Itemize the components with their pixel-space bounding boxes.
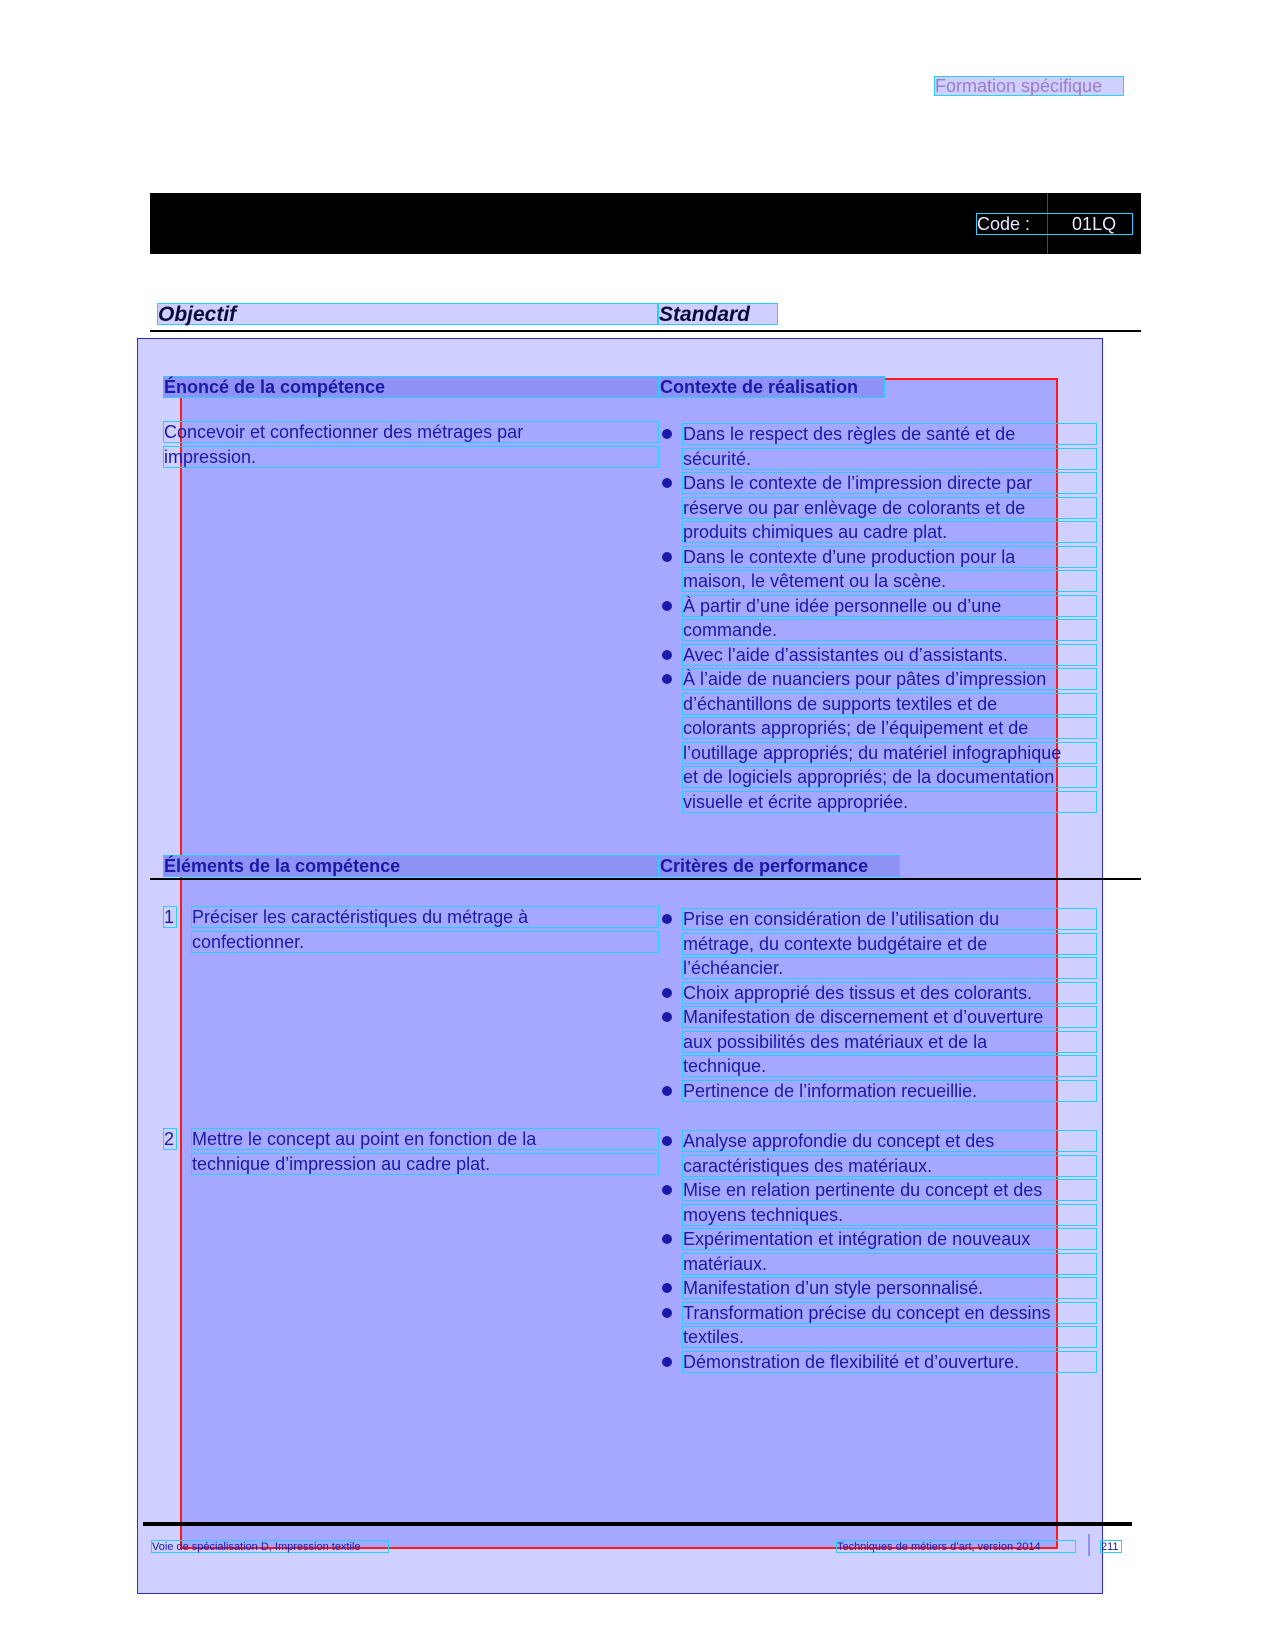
bullet-icon: [662, 674, 672, 684]
context-bullet-line: visuelle et écrite appropriée.: [682, 791, 1097, 813]
element-number: 2: [163, 1128, 177, 1150]
context-bullet-line: réserve ou par enlèvage de colorants et de: [682, 497, 1097, 519]
context-bullet-line: d’échantillons de supports textiles et de: [682, 693, 1097, 715]
competence-statement-line: impression.: [163, 446, 659, 468]
context-bullet-line: À partir d’une idée personnelle ou d’une: [682, 595, 1097, 617]
bullet-icon: [662, 988, 672, 998]
context-bullet-line: colorants appropriés; de l’équipement et de: [682, 717, 1097, 739]
context-bullet-line: commande.: [682, 619, 1097, 641]
footer-right: Techniques de métiers d’art, version 2014: [836, 1540, 1076, 1553]
bullet-icon: [662, 1185, 672, 1195]
section-rule: [150, 330, 1141, 332]
criteria-bullet-line: Analyse approfondie du concept et des: [682, 1130, 1097, 1152]
bullet-icon: [662, 1357, 672, 1367]
bullet-icon: [662, 478, 672, 488]
context-bullet-line: À l’aide de nuanciers pour pâtes d’impression: [682, 668, 1097, 690]
criteria-bullet-line: Mise en relation pertinente du concept et des: [682, 1179, 1097, 1201]
context-bullet-line: Avec l’aide d’assistantes ou d’assistants.: [682, 644, 1097, 666]
criteria-bullet-line: technique.: [682, 1055, 1097, 1077]
criteria-bullet-line: métrage, du contexte budgétaire et de: [682, 933, 1097, 955]
context-bullet-line: maison, le vêtement ou la scène.: [682, 570, 1097, 592]
criteria-bullet-line: Pertinence de l’information recueillie.: [682, 1080, 1097, 1102]
code-value: 01LQ: [1072, 214, 1117, 234]
element-text-line: Préciser les caractéristiques du métrage à: [191, 906, 659, 928]
code-label: Code :: [977, 214, 1031, 234]
competence-statement-line: Concevoir et confectionner des métrages par: [163, 421, 659, 443]
element-text-line: confectionner.: [191, 931, 659, 953]
element-text-line: technique d’impression au cadre plat.: [191, 1153, 659, 1175]
bullet-icon: [662, 552, 672, 562]
bullet-icon: [662, 1086, 672, 1096]
context-bullet-line: Dans le contexte de l’impression directe par: [682, 472, 1097, 494]
criteria-bullet-line: aux possibilités des matériaux et de la: [682, 1031, 1097, 1053]
criteria-bullet-line: Démonstration de flexibilité et d’ouverture.: [682, 1351, 1097, 1373]
context-bullet-line: et de logiciels appropriés; de la documentation: [682, 766, 1097, 788]
criteria-bullet-line: textiles.: [682, 1326, 1097, 1348]
context-bullet-line: produits chimiques au cadre plat.: [682, 521, 1097, 543]
section-objectif: Objectif: [157, 303, 658, 325]
criteria-bullet-line: moyens techniques.: [682, 1204, 1097, 1226]
bullet-icon: [662, 650, 672, 660]
context-bullet-line: Dans le respect des règles de santé et de: [682, 423, 1097, 445]
criteria-heading: Critères de performance: [659, 855, 900, 877]
footer-separator: [1088, 1534, 1090, 1556]
bullet-icon: [662, 1283, 672, 1293]
element-text-line: Mettre le concept au point en fonction de la: [191, 1128, 659, 1150]
criteria-bullet-line: matériaux.: [682, 1253, 1097, 1275]
header-label: Formation spécifique: [934, 76, 1124, 96]
bullet-icon: [662, 1012, 672, 1022]
bullet-icon: [662, 601, 672, 611]
bullet-icon: [662, 429, 672, 439]
context-bullet-line: sécurité.: [682, 448, 1097, 470]
context-bullet-line: l’outillage appropriés; du matériel infographique: [682, 742, 1097, 764]
criteria-bullet-line: Transformation précise du concept en dessins: [682, 1302, 1097, 1324]
footer-rule: [143, 1522, 1132, 1526]
bullet-icon: [662, 1136, 672, 1146]
footer-left: Voie de spécialisation D, Impression textile: [151, 1540, 389, 1553]
element-number: 1: [163, 906, 177, 928]
elements-heading: Éléments de la compétence: [163, 855, 659, 877]
bullet-icon: [662, 1234, 672, 1244]
bullet-icon: [662, 914, 672, 924]
criteria-bullet-line: Manifestation d’un style personnalisé.: [682, 1277, 1097, 1299]
criteria-bullet-line: l’échéancier.: [682, 957, 1097, 979]
competence-heading: Énoncé de la compétence: [163, 376, 659, 398]
context-heading: Contexte de réalisation: [659, 376, 885, 398]
criteria-bullet-line: Expérimentation et intégration de nouveaux: [682, 1228, 1097, 1250]
footer-page-number: 211: [1100, 1540, 1122, 1553]
bullet-icon: [662, 1308, 672, 1318]
elements-rule: [150, 878, 1141, 880]
section-standard: Standard: [658, 303, 778, 325]
criteria-bullet-line: Prise en considération de l’utilisation du: [682, 908, 1097, 930]
criteria-bullet-line: Manifestation de discernement et d’ouverture: [682, 1006, 1097, 1028]
code-box: [976, 213, 1133, 235]
context-bullet-line: Dans le contexte d’une production pour la: [682, 546, 1097, 568]
criteria-bullet-line: caractéristiques des matériaux.: [682, 1155, 1097, 1177]
criteria-bullet-line: Choix approprié des tissus et des colorants.: [682, 982, 1097, 1004]
